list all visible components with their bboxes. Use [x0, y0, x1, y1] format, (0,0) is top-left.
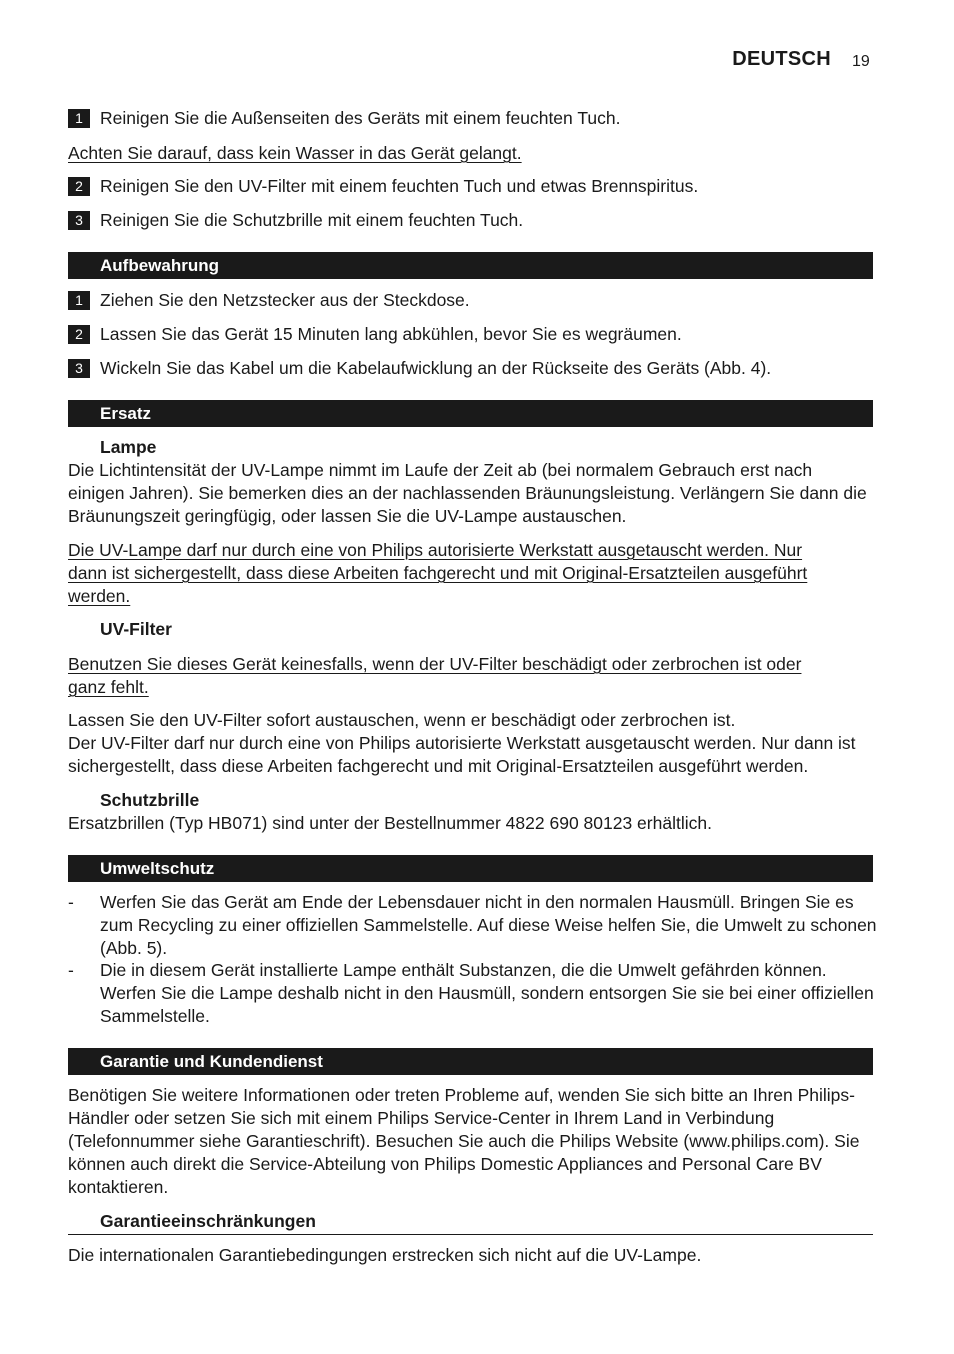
bullet-dash: - — [68, 960, 74, 980]
section-heading-environment: Umweltschutz — [68, 855, 873, 882]
lamp-warning-line-1: Die UV-Lampe darf nur durch eine von Philips autorisierte Werkstatt ausgetauscht werden. Nur — [68, 540, 803, 560]
step-number: 1 — [68, 109, 90, 128]
lamp-warning-line-2: dann ist sichergestellt, dass diese Arbeiten fachgerecht und mit Original-Ersatzteilen ausgeführt — [68, 563, 808, 583]
section-language-label: DEUTSCH — [732, 48, 831, 70]
step-number: 3 — [68, 211, 90, 230]
step-number: 2 — [68, 325, 90, 344]
filter-paragraph-1: Lassen Sie den UV-Filter sofort austauschen, wenn er beschädigt oder zerbrochen ist. — [68, 710, 736, 730]
step-text: Reinigen Sie den UV-Filter mit einem feuchten Tuch und etwas Brennspiritus. — [100, 176, 699, 196]
section-heading-storage: Aufbewahrung — [68, 252, 873, 279]
step-number: 3 — [68, 359, 90, 378]
section-heading-replacement: Ersatz — [68, 400, 873, 427]
step-text: Ziehen Sie den Netzstecker aus der Steckdose. — [100, 290, 470, 310]
lamp-warning-line-3: werden. — [68, 586, 131, 606]
lamp-paragraph: Die Lichtintensität der UV-Lampe nimmt im Laufe der Zeit ab (bei normalem Gebrauch erst nach einigen Jahren). Sie bemerken dies an der nachlassenden Bräunungsleistung. Verlängern Sie dann die Bräunungszeit geringfügig, oder lassen Sie die UV-Lampe austauschen. — [68, 460, 867, 526]
guarantee-paragraph — [68, 1084, 873, 1199]
section-heading-guarantee: Garantie und Kundendienst — [68, 1048, 873, 1075]
guarantee-text-after-link: ). Sie können auch direkt die Service-Abteilung von Philips Domestic Appliances and Personal Care BV kontaktieren. — [68, 1131, 860, 1197]
philips-website-link[interactable]: www.philips.com — [689, 1131, 819, 1151]
goggles-paragraph: Ersatzbrillen (Typ HB071) sind unter der Bestellnummer 4822 690 80123 erhältlich. — [68, 813, 712, 833]
guarantee-restrictions-text: Die internationalen Garantiebedingungen erstrecken sich nicht auf die UV-Lampe. — [68, 1245, 702, 1265]
filter-paragraph-2: Der UV-Filter darf nur durch eine von Philips autorisierte Werkstatt ausgetauscht werden. Nur dann ist sichergestellt, dass diese Arbeiten fachgerecht und mit Original-Ersatzteilen ausgeführt werden. — [68, 733, 856, 776]
bullet-text: Die in diesem Gerät installierte Lampe enthält Substanzen, die die Umwelt gefährden können. Werfen Sie die Lampe deshalb nicht in den Hausmüll, sondern entsorgen Sie sie bei einer offiziellen Sammelstelle. — [100, 960, 874, 1026]
step-text: Reinigen Sie die Außenseiten des Geräts mit einem feuchten Tuch. — [100, 108, 621, 128]
subheading-guarantee-restrictions: Garantieeinschränkungen — [100, 1211, 316, 1231]
page-number: 19 — [852, 53, 870, 70]
step-number: 2 — [68, 177, 90, 196]
step-number: 1 — [68, 291, 90, 310]
bullet-text: Werfen Sie das Gerät am Ende der Lebensdauer nicht in den normalen Hausmüll. Bringen Sie es zum Recycling zu einer offiziellen Sammelstelle. Auf diese Weise helfen Sie, die Umwelt zu schonen (Abb. 5). — [100, 892, 877, 958]
step-text: Lassen Sie das Gerät 15 Minuten lang abkühlen, bevor Sie es wegräumen. — [100, 324, 682, 344]
subheading-goggles: Schutzbrille — [100, 790, 200, 810]
subheading-uv-filter: UV-Filter — [100, 619, 172, 639]
cleaning-warning: Achten Sie darauf, dass kein Wasser in das Gerät gelangt. — [68, 143, 522, 163]
section-divider — [68, 1234, 873, 1235]
guarantee-text-before-link: Benötigen Sie weitere Informationen oder treten Probleme auf, wenden Sie sich bitte an Ihren Philips-Händler oder setzen Sie sich mit einem Philips Service-Center in Ihrem Land in Verbindung (Telefonnummer siehe Garantieschrift). Besuchen Sie auch die Philips Website ( — [68, 1085, 855, 1151]
step-text: Reinigen Sie die Schutzbrille mit einem feuchten Tuch. — [100, 210, 524, 230]
subheading-lamp: Lampe — [100, 437, 157, 457]
step-text: Wickeln Sie das Kabel um die Kabelaufwicklung an der Rückseite des Geräts (Abb. 4). — [100, 358, 772, 378]
filter-warning-line-2: ganz fehlt. — [68, 677, 149, 697]
bullet-dash: - — [68, 892, 74, 912]
filter-warning-line-1: Benutzen Sie dieses Gerät keinesfalls, wenn der UV-Filter beschädigt oder zerbrochen ist oder — [68, 654, 802, 674]
